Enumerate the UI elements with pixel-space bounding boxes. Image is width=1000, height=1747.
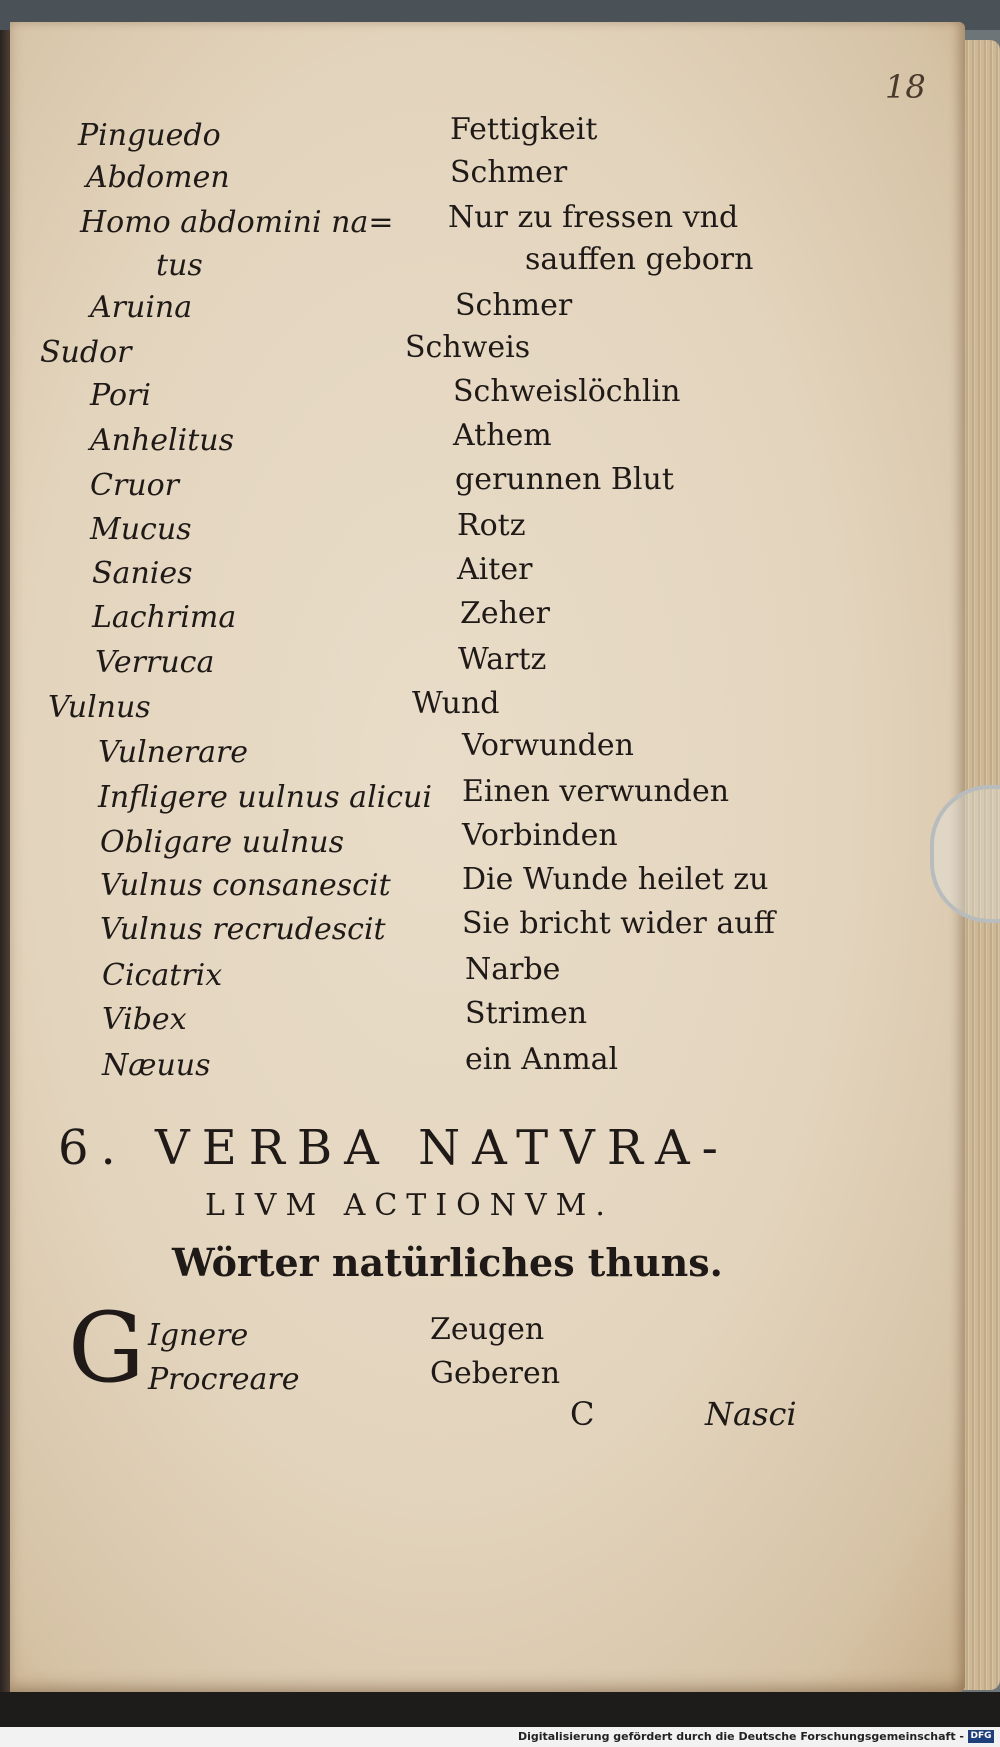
latin-term: Cicatrix [102,958,223,993]
german-term: Zeher [460,596,551,631]
latin-term: Sanies [92,556,193,591]
latin-term: tus [156,248,203,283]
latin-term: Vibex [102,1002,187,1037]
german-term: Wund [412,686,500,721]
latin-term: Ignere [148,1318,249,1353]
latin-term: Procreare [148,1362,300,1397]
latin-term: Vulnus consanescit [100,868,391,903]
german-term: Aiter [457,552,533,587]
catchword: Nasci [705,1395,797,1433]
latin-term: Verruca [95,645,215,680]
section-heading-continued: LIVM ACTIONVM. [205,1188,614,1223]
latin-term: Infligere uulnus alicui [98,780,432,815]
latin-term: Aruina [90,290,193,325]
german-term: sauffen geborn [525,242,754,277]
german-term: Narbe [465,952,561,987]
latin-term: Mucus [90,512,192,547]
section-heading: 6. VERBA NATVRA- [58,1120,730,1176]
scan-bottom-edge [0,1692,1000,1727]
latin-term: Cruor [90,468,180,503]
latin-term: Vulnus [48,690,151,725]
german-term: Schweislöchlin [453,374,681,409]
latin-term: Anhelitus [90,423,235,458]
latin-term: Lachrima [92,600,237,635]
german-term: ein Anmal [465,1042,619,1077]
latin-term: Pinguedo [78,118,221,153]
drop-cap: G [68,1292,145,1404]
signature-mark: C [570,1395,595,1433]
german-term: Die Wunde heilet zu [462,862,769,897]
german-term: Wartz [458,642,547,677]
german-term: Rotz [457,508,526,543]
german-term: Nur zu fressen vnd [448,200,739,235]
german-term: Sie bricht wider auff [462,906,775,941]
german-term: Vorwunden [462,728,634,763]
latin-term: Homo abdomini na= [80,205,394,240]
german-term: Geberen [430,1356,561,1391]
german-term: Zeugen [430,1312,545,1347]
german-term: Schweis [405,330,531,365]
latin-term: Næuus [102,1048,211,1083]
latin-term: Sudor [40,335,132,370]
german-term: Strimen [465,996,588,1031]
german-term: Fettigkeit [450,112,598,147]
german-term: Vorbinden [462,818,618,853]
latin-term: Obligare uulnus [100,825,344,860]
german-term: gerunnen Blut [455,462,674,497]
latin-term: Vulnus recrudescit [100,912,386,947]
german-term: Athem [453,418,552,453]
latin-term: Vulnerare [98,735,249,770]
german-term: Schmer [455,288,573,323]
latin-term: Pori [90,378,151,413]
german-term: Einen verwunden [462,774,730,809]
latin-term: Abdomen [86,160,230,195]
funding-notice: Digitalisierung gefördert durch die Deutsche Forschungsgemeinschaft - [517,1730,964,1743]
dfg-logo-icon: DFG [968,1730,994,1743]
folio-number: 18 [885,68,926,106]
section-heading-german: Wörter natürliches thuns. [172,1240,723,1285]
german-term: Schmer [450,155,568,190]
